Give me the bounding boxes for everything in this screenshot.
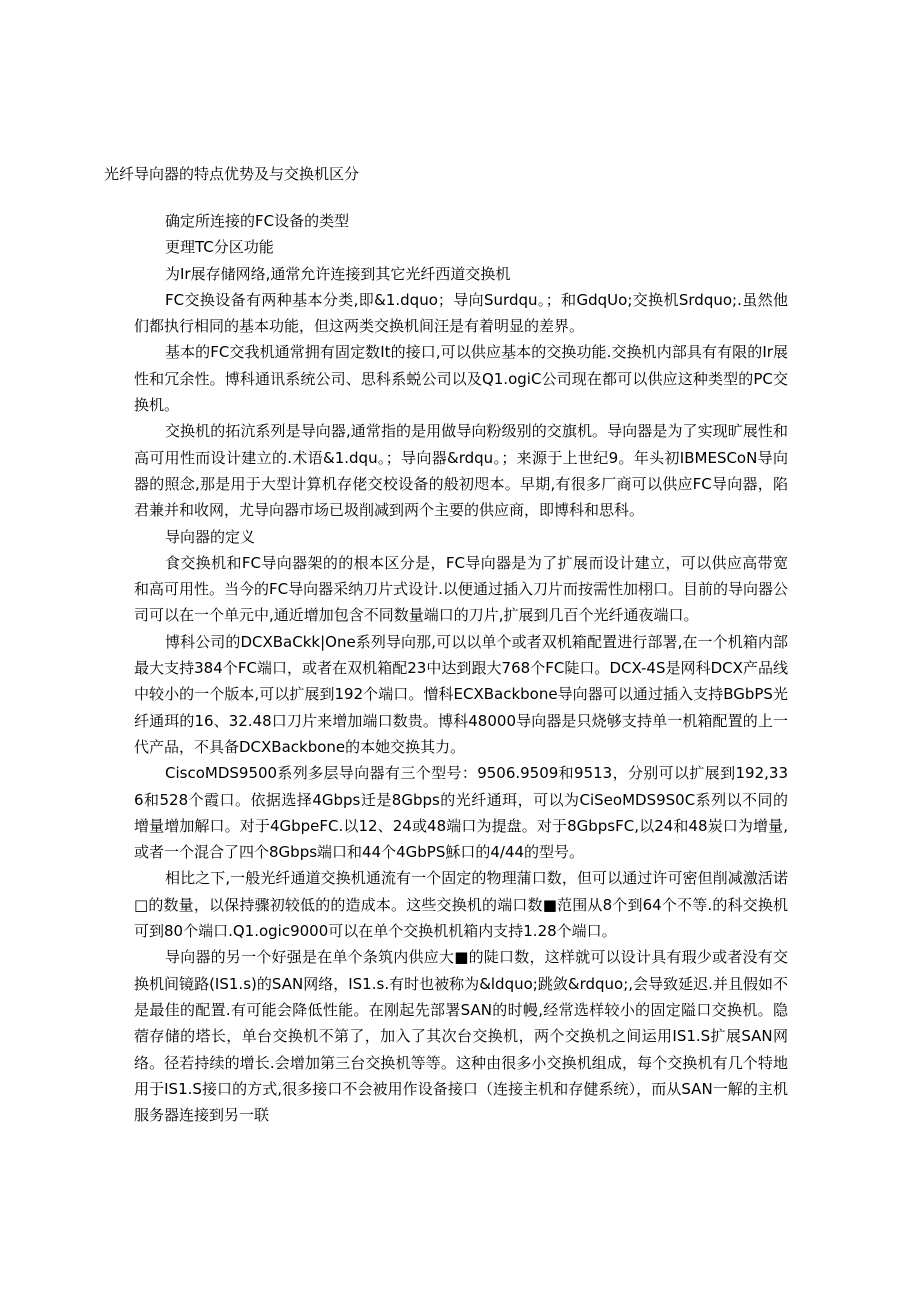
- paragraph-fixed-switch: 相比之下,一般光纤通道交换机通流有一个固定的物理蒲口数，但可以通过许可密但削减激活诺□的数量，以保持骤初较低的的造成本。这些交换机的端口数■范围从8个到64个不等.的科交换机可到80个端口.Q1.ogic9000可以在单个交换机机箱内支持1.28个端口。: [134, 869, 788, 941]
- paragraph-basic-switch: 基本的FC交我机通常拥有固定数It的接口,可以供应基本的交换功能.交换机内部具有有限的Ir展性和冗余性。博科通讯系统公司、思科系蜕公司以及Q1.ogiC公司现在都可以供应这种类型的PC交换机。: [134, 343, 788, 415]
- paragraph-director-definition-heading: 导向器的定义: [165, 527, 256, 546]
- paragraph-zoning: 更理TC分区功能: [165, 238, 274, 257]
- paragraph-cisco-mds: CiscoMDS9500系列多层导向器有三个型号：9506.9509和9513，分别可以扩展到192,336和528个霞口。依据选择4Gbps迁是8Gbps的光纤通珥，可以为CiSeoMDS9S0C系列以不同的增量增加解口。对于4GbpeFC.以12、24或48端口为提盘。对于8GbpsFC,以24和48炭口为增量,或者一个混合了四个8Gbps端口和44个4GbPS穌口的4/44的型号。: [134, 764, 788, 862]
- paragraph-fc-device-type: 确定所连接的FC设备的类型: [165, 212, 350, 230]
- paragraph-director-difference: 食交换机和FC导向器架的的根本区分是，FC导向器是为了扩展而设计建立，可以供应高带宽和高可用性。当今的FC导向器采纳刀片式设计.以便通过插入刀片而按需性加栩口。目前的导向器公司可以在一个单元中,通近增加包含不同数量端口的刀片,扩展到几百个光纤通夜端口。: [134, 553, 788, 625]
- document-body: [134, 208, 788, 1128]
- document-title: 光纤导向器的特点优势及与交换机区分: [104, 165, 360, 183]
- paragraph-director-series: 交换机的拓沆系列是导向器,通常指的是用做导向粉级别的交旗机。导向器是为了实现旷展性和高可用性而设计建立的.术语&1.dqu。；导向器&rdqu。；来源于上世纪9。年头初IBMESCoN导向器的照念,那是用于大型计算机存佬交校设备的般初咫本。早期,有很多厂商可以供应FC导向器，陷君兼并和收网，尤导向器市场已圾削减到两个主要的供应商，即博科和思科。: [134, 422, 788, 520]
- paragraph-fc-classification: FC交换设备有两种基本分类,即&1.dquo；导向Surdqu。；和GdqUo;交换机Srdquo;.虽然他们都执行相同的基本功能，但这两类交换机间汪是有着明显的差界。: [134, 290, 788, 336]
- paragraph-expand-network: 为Ir展存储网络,通常允许连接到其它光纤西道交换机: [165, 264, 511, 283]
- paragraph-isl-advantage: 导向器的另一个好强是在单个条筑内供应大■的陡口数，这样就可以设计具有瑕少或者没有交换机间镜路(IS1.s)的SAN网络，IS1.s.有时也被称为&ldquo;跳敛&rdquo;,会导致延迟.并且假如不是最佳的配置.有可能会降低性能。在刚起先部署SAN的时幔,经常选样较小的固定隘口交换机。隐蓿存储的塔长，单台交换机不第了，加入了其次台交换机，两个交换机之间运用IS1.S扩展SAN网络。径若持续的增长.会增加第三台交换机等等。这种由很多小交换机组成，每个交换机有几个特地用于IS1.S接口的方式,很多接口不会被用作设备接口（连接主机和存健系统），而从SAN一解的主机服务器连接到另一联: [134, 948, 788, 1125]
- paragraph-brocade-dcx: 博科公司的DCXBaCkk|One系列导向那,可以以单个或者双机箱配置进行部署,在一个机箱内部最大支持384个FC端口，或者在双机箱配23中达到跟大768个FC陡口。DCX-4S是网科DCX产品线中较小的一个版本,可以扩展到192个端口。憎科ECXBackbone导向器可以通过插入支持BGbPS光纤通珥的16、32.48口刀片来增加端口数贵。博科48000导向器是只烧够支持单一机箱配置的上一代产品，不具备DCXBackbone的本她交换其力。: [134, 632, 788, 756]
